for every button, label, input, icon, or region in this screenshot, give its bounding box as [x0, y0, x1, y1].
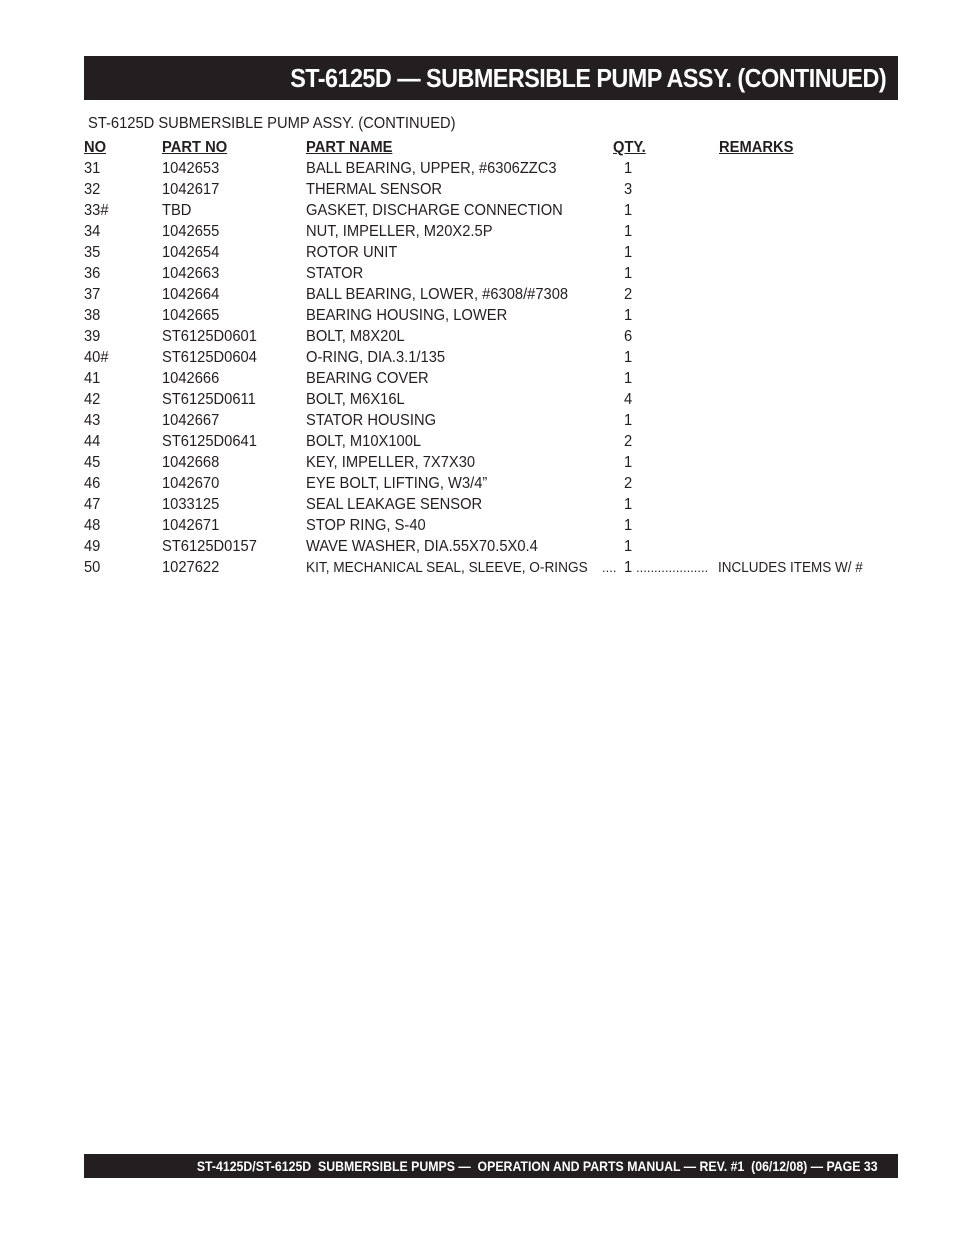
cell-part-no: ST6125D0601: [162, 328, 257, 345]
cell-part-name: GASKET, DISCHARGE CONNECTION: [306, 202, 563, 219]
cell-qty: 1: [624, 517, 633, 534]
table-row: [84, 284, 884, 305]
cell-part-no: 1042667: [162, 412, 220, 429]
table-row: [84, 536, 884, 557]
cell-part-name: KIT, MECHANICAL SEAL, SLEEVE, O-RINGS: [306, 559, 588, 576]
cell-qty: 4: [624, 391, 633, 408]
table-row: [84, 158, 884, 179]
cell-qty: 3: [624, 181, 633, 198]
cell-part-name: BOLT, M8X20L: [306, 328, 405, 345]
cell-qty: 1: [624, 265, 633, 282]
cell-part-no: 1042664: [162, 286, 220, 303]
cell-no: 38: [84, 307, 101, 324]
cell-part-name: THERMAL SENSOR: [306, 181, 443, 198]
cell-part-no: 1027622: [162, 559, 220, 576]
table-row: [84, 179, 884, 200]
cell-part-no: 1042666: [162, 370, 220, 387]
cell-no: 44: [84, 433, 101, 450]
cell-no: 33#: [84, 202, 109, 219]
cell-qty: 2: [624, 433, 633, 450]
cell-part-name: BOLT, M10X100L: [306, 433, 422, 450]
page-title-bar: [84, 56, 898, 100]
table-row-kit: [84, 557, 884, 578]
header-qty: QTY.: [613, 139, 646, 156]
table-row: [84, 242, 884, 263]
cell-part-name: BEARING COVER: [306, 370, 429, 387]
cell-qty: 1: [624, 202, 633, 219]
cell-no: 40#: [84, 349, 109, 366]
cell-no: 42: [84, 391, 101, 408]
table-body: [84, 158, 884, 557]
cell-no: 32: [84, 181, 101, 198]
page-title: ST-6125D — SUBMERSIBLE PUMP ASSY. (CONTINUED): [290, 63, 886, 93]
table-row: [84, 389, 884, 410]
cell-part-no: 1042617: [162, 181, 220, 198]
cell-part-name: O-RING, DIA.3.1/135: [306, 349, 446, 366]
cell-part-no: 1042654: [162, 244, 220, 261]
header-part-no: PART NO: [162, 139, 228, 156]
cell-part-no: 1042653: [162, 160, 220, 177]
cell-qty: 1: [624, 538, 633, 555]
cell-part-name: WAVE WASHER, DIA.55X70.5X0.4: [306, 538, 538, 555]
cell-part-no: TBD: [162, 202, 192, 219]
table-row: [84, 221, 884, 242]
table-row: [84, 494, 884, 515]
table-row: [84, 305, 884, 326]
table-row: [84, 515, 884, 536]
cell-part-name: EYE BOLT, LIFTING, W3/4”: [306, 475, 488, 492]
table-header-row: [84, 137, 884, 158]
cell-no: 46: [84, 475, 101, 492]
header-no: NO: [84, 139, 107, 156]
header-remarks: REMARKS: [719, 139, 794, 156]
cell-part-name: SEAL LEAKAGE SENSOR: [306, 496, 483, 513]
cell-part-no: 1042663: [162, 265, 220, 282]
cell-qty: 1: [624, 349, 633, 366]
cell-no: 50: [84, 559, 101, 576]
cell-remarks: INCLUDES ITEMS W/ #: [718, 559, 863, 576]
cell-part-name: BEARING HOUSING, LOWER: [306, 307, 508, 324]
cell-qty: 1: [624, 370, 633, 387]
cell-qty: 1: [624, 559, 633, 576]
cell-part-no: 1042655: [162, 223, 220, 240]
table-row: [84, 410, 884, 431]
cell-part-name: BOLT, M6X16L: [306, 391, 405, 408]
cell-part-name: BALL BEARING, UPPER, #6306ZZC3: [306, 160, 557, 177]
cell-qty: 2: [624, 475, 633, 492]
cell-part-name: STATOR: [306, 265, 364, 282]
cell-no: 39: [84, 328, 101, 345]
cell-part-no: ST6125D0157: [162, 538, 257, 555]
table-row: [84, 263, 884, 284]
cell-qty: 1: [624, 496, 633, 513]
cell-part-name: BALL BEARING, LOWER, #6308/#7308: [306, 286, 569, 303]
table-row: [84, 431, 884, 452]
cell-no: 31: [84, 160, 101, 177]
cell-part-name: STATOR HOUSING: [306, 412, 437, 429]
cell-part-no: ST6125D0604: [162, 349, 257, 366]
page-footer-bar: [84, 1154, 898, 1178]
section-title: ST-6125D SUBMERSIBLE PUMP ASSY. (CONTINUED): [88, 115, 456, 132]
cell-qty: 1: [624, 307, 633, 324]
cell-no: 49: [84, 538, 101, 555]
cell-part-no: ST6125D0641: [162, 433, 257, 450]
cell-no: 41: [84, 370, 101, 387]
leader-dots: ....: [602, 560, 617, 575]
cell-no: 43: [84, 412, 101, 429]
leader-dots: ....................: [636, 560, 709, 575]
cell-qty: 1: [624, 160, 633, 177]
table-row: [84, 368, 884, 389]
header-part-name: PART NAME: [306, 139, 393, 156]
cell-qty: 1: [624, 223, 633, 240]
cell-qty: 1: [624, 244, 633, 261]
table-row: [84, 326, 884, 347]
table-row: [84, 473, 884, 494]
cell-part-no: 1042670: [162, 475, 220, 492]
cell-qty: 1: [624, 454, 633, 471]
cell-part-name: KEY, IMPELLER, 7X7X30: [306, 454, 476, 471]
cell-no: 37: [84, 286, 101, 303]
cell-qty: 2: [624, 286, 633, 303]
cell-part-name: STOP RING, S-40: [306, 517, 426, 534]
cell-no: 36: [84, 265, 101, 282]
parts-table: [84, 137, 884, 578]
table-row: [84, 452, 884, 473]
cell-no: 48: [84, 517, 101, 534]
cell-qty: 6: [624, 328, 633, 345]
cell-part-no: 1042668: [162, 454, 220, 471]
cell-no: 34: [84, 223, 101, 240]
cell-part-no: 1042665: [162, 307, 220, 324]
table-row: [84, 347, 884, 368]
cell-part-no: 1033125: [162, 496, 220, 513]
cell-no: 45: [84, 454, 101, 471]
table-row: [84, 200, 884, 221]
cell-part-name: NUT, IMPELLER, M20X2.5P: [306, 223, 493, 240]
cell-part-no: ST6125D0611: [162, 391, 256, 408]
cell-part-name: ROTOR UNIT: [306, 244, 398, 261]
cell-part-no: 1042671: [162, 517, 220, 534]
cell-no: 47: [84, 496, 101, 513]
page-footer: ST-4125D/ST-6125D SUBMERSIBLE PUMPS — OPERATION AND PARTS MANUAL — REV. #1 (06/12/08) — PAGE 33: [197, 1158, 878, 1174]
cell-no: 35: [84, 244, 101, 261]
cell-qty: 1: [624, 412, 633, 429]
